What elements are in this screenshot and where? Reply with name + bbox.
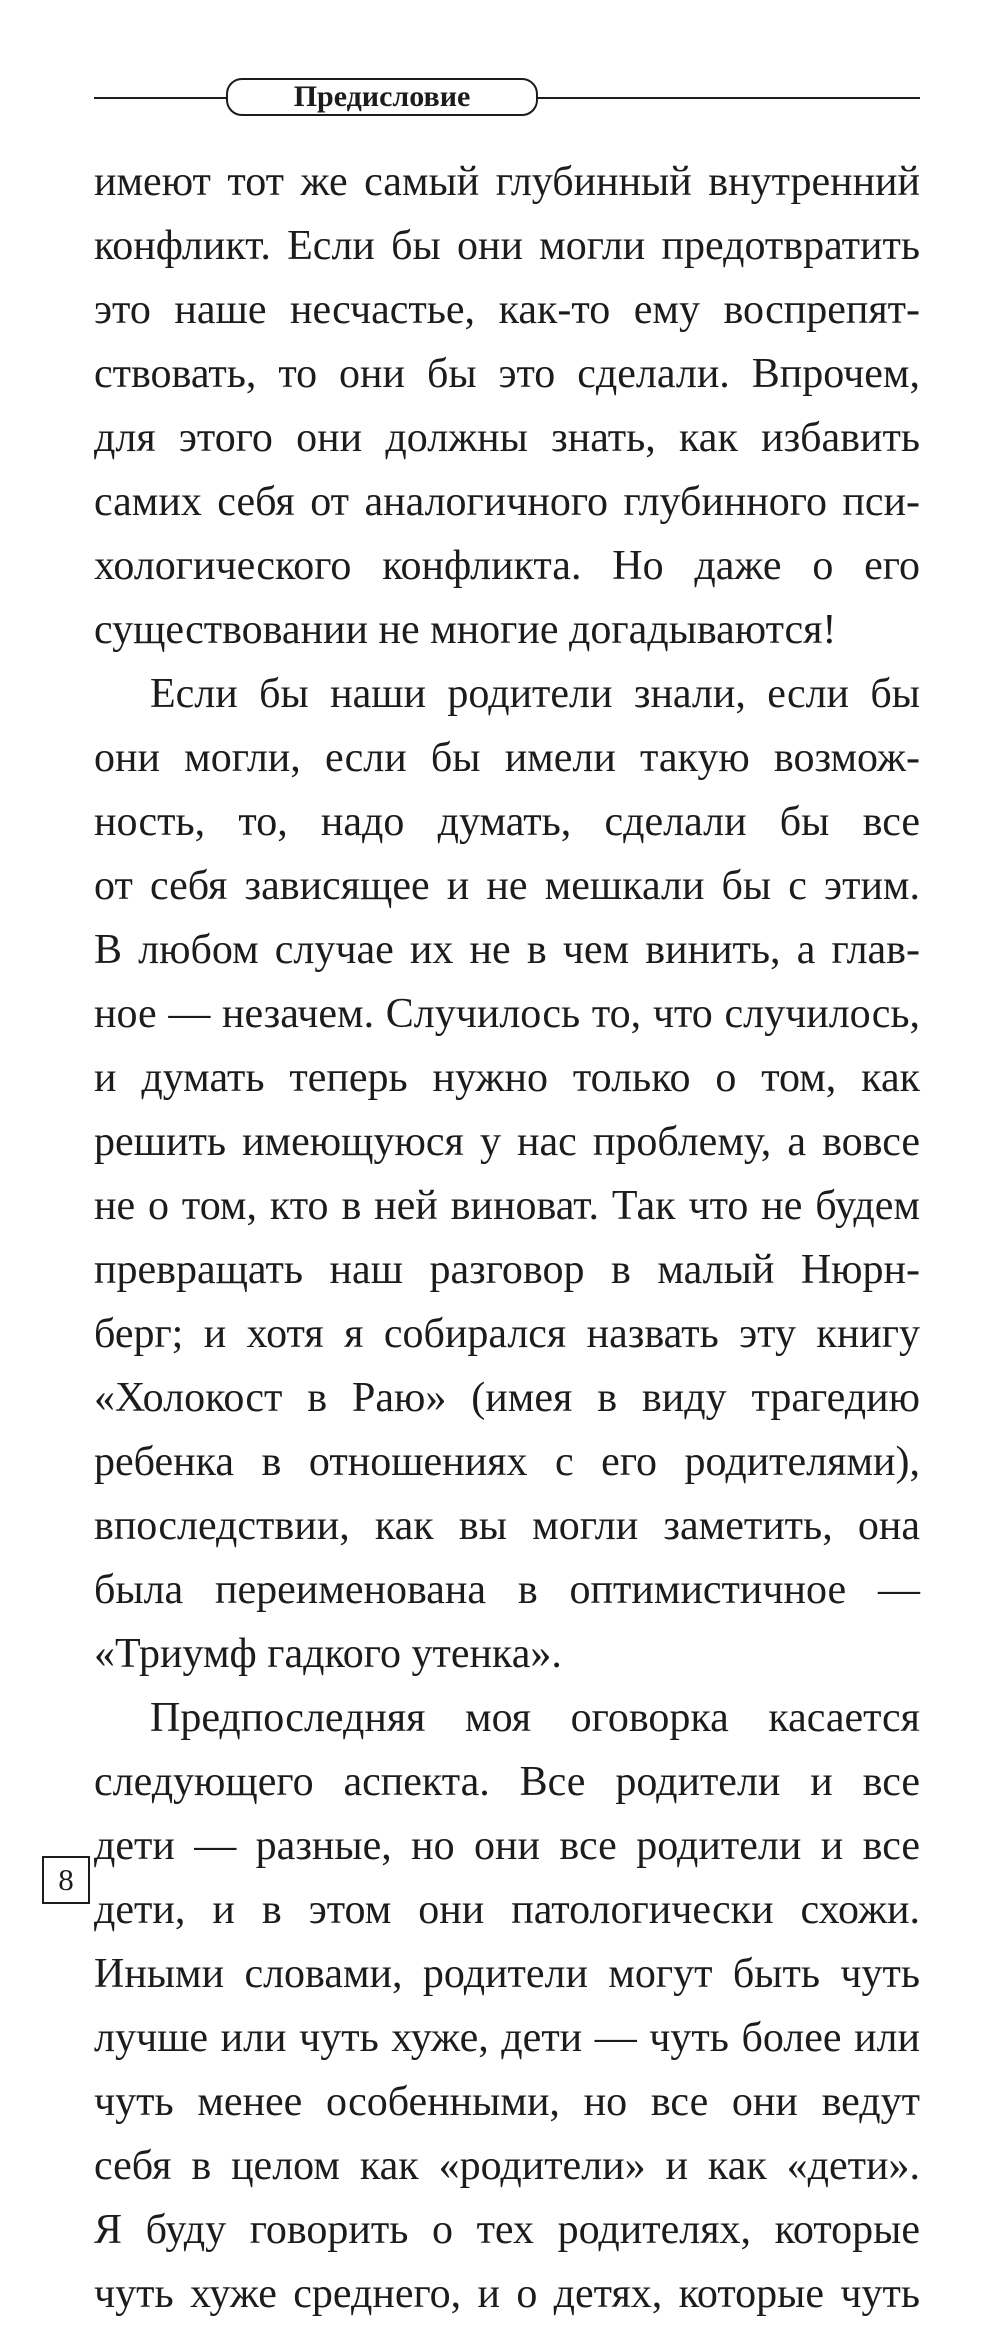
text-line: имеют тот же самый глубинный внутренний: [94, 159, 920, 205]
text-line: существовании не многие догадываются!: [94, 607, 837, 653]
text-line: была переименована в оптимистичное —: [94, 1567, 920, 1613]
text-line: себя в целом как «родители» и как «дети».: [94, 2143, 920, 2189]
text-line: от себя зависящее и не мешкали бы с этим.: [94, 863, 920, 909]
text-line: они могли, если бы имели такую возмож-: [94, 735, 920, 781]
text-line: Предпоследняя моя оговорка касается: [150, 1695, 920, 1741]
header-rule-left: [94, 97, 226, 99]
running-header: [94, 74, 920, 122]
text-line: ребенка в отношениях с его родителями),: [94, 1439, 920, 1485]
text-line: «Холокост в Раю» (имея в виду трагедию: [94, 1375, 920, 1421]
body-text: [94, 150, 920, 2326]
text-line: хологического конфликта. Но даже о его: [94, 543, 920, 589]
text-line: Я буду говорить о тех родителях, которые: [94, 2207, 920, 2253]
text-line: «Триумф гадкого утенка».: [94, 1631, 562, 1677]
text-line: и думать теперь нужно только о том, как: [94, 1055, 920, 1101]
text-line: превращать наш разговор в малый Нюрн-: [94, 1247, 920, 1293]
paragraph: [94, 662, 920, 1686]
text-line: Если бы наши родители знали, если бы: [150, 671, 920, 717]
text-line: ность, то, надо думать, сделали бы все: [94, 799, 920, 845]
text-line: решить имеющуюся у нас проблему, а вовсе: [94, 1119, 920, 1165]
text-line: следующего аспекта. Все родители и все: [94, 1759, 920, 1805]
text-line: ное — незачем. Случилось то, что случилось,: [94, 991, 920, 1037]
text-line: дети — разные, но они все родители и все: [94, 1823, 920, 1869]
paragraph: [94, 150, 920, 662]
text-line: чуть хуже среднего, и о детях, которые чуть: [94, 2271, 920, 2317]
text-line: ствовать, то они бы это сделали. Впрочем,: [94, 351, 920, 397]
paragraph: [94, 1686, 920, 2326]
text-line: самих себя от аналогичного глубинного пси-: [94, 479, 920, 525]
text-line: В любом случае их не в чем винить, а глав-: [94, 927, 920, 973]
text-line: впоследствии, как вы могли заметить, она: [94, 1503, 920, 1549]
page-number: 8: [42, 1856, 90, 1904]
text-line: не о том, кто в ней виноват. Так что не будем: [94, 1183, 920, 1229]
text-line: лучше или чуть хуже, дети — чуть более или: [94, 2015, 920, 2061]
text-line: чуть менее особенными, но все они ведут: [94, 2079, 920, 2125]
text-line: для этого они должны знать, как избавить: [94, 415, 920, 461]
text-line: дети, и в этом они патологически схожи.: [94, 1887, 920, 1933]
text-line: конфликт. Если бы они могли предотвратить: [94, 223, 920, 269]
header-rule-right: [538, 97, 920, 99]
text-line: Иными словами, родители могут быть чуть: [94, 1951, 920, 1997]
text-line: берг; и хотя я собирался назвать эту книгу: [94, 1311, 920, 1357]
header-title: Предисловие: [226, 78, 538, 116]
text-line: это наше несчастье, как-то ему воспрепят-: [94, 287, 920, 333]
